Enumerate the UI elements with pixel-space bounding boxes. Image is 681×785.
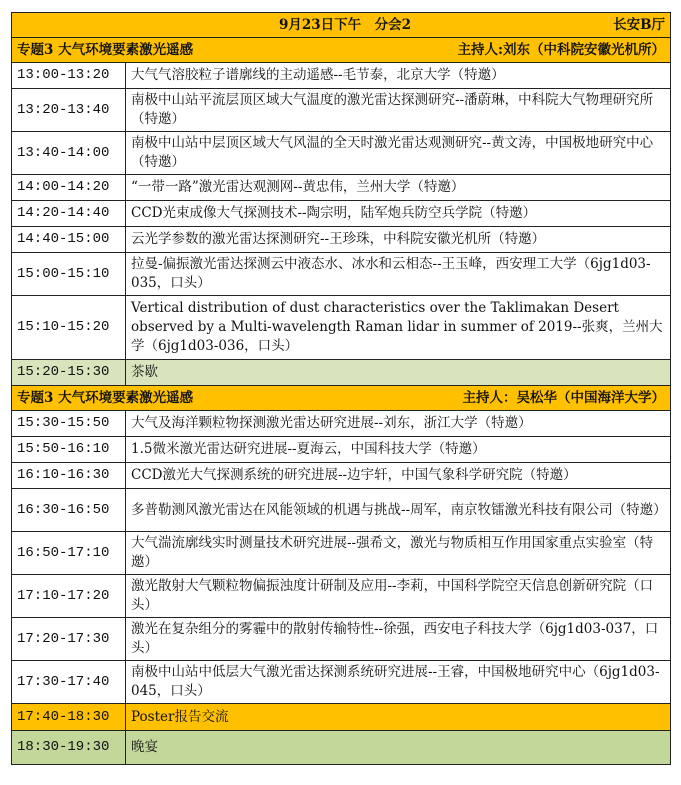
talk-cell: 拉曼-偏振激光雷达探测云中液态水、冰水和云相态--王玉峰，西安理工大学（6jg1d03-035，口头）	[126, 253, 671, 296]
talk-cell: 大气湍流廓线实时测量技术研究进展--强希文，激光与物质相互作用国家重点实验室（特邀）	[126, 532, 671, 575]
table-row	[12, 575, 671, 618]
table-row	[12, 201, 671, 227]
time-cell: 17:40-18:30	[12, 704, 126, 731]
session-title: 9月23日下午 分会2	[279, 16, 412, 33]
talk-cell: CCD激光大气探测系统的研究进展--边宇轩，中国气象科学研究院（特邀）	[126, 463, 671, 489]
table-row	[12, 132, 671, 175]
tea-break-row	[12, 360, 671, 386]
talk-cell: 激光在复杂组分的雾霾中的散射传输特性--徐强，西安电子科技大学（6jg1d03-037，口头）	[126, 618, 671, 661]
time-cell: 14:40-15:00	[12, 227, 126, 253]
schedule-table	[11, 12, 671, 765]
table-row	[12, 411, 671, 437]
topic-title: 专题3 大气环境要素激光遥感	[17, 389, 194, 406]
time-cell: 15:10-15:20	[12, 296, 126, 360]
time-cell: 17:20-17:30	[12, 618, 126, 661]
dinner-row	[12, 731, 671, 765]
time-cell: 16:10-16:30	[12, 463, 126, 489]
topic-title: 专题3 大气环境要素激光遥感	[17, 41, 194, 58]
table-row	[12, 175, 671, 201]
talk-cell: 南极中山站平流层顶区域大气温度的激光雷达探测研究--潘蔚琳，中科院大气物理研究所（特邀）	[126, 89, 671, 132]
break-label: 茶歇	[126, 360, 671, 386]
talk-cell: 南极中山站中层顶区域大气风温的全天时激光雷达观测研究--黄文涛，中国极地研究中心（特邀）	[126, 132, 671, 175]
table-row	[12, 227, 671, 253]
table-row	[12, 618, 671, 661]
time-cell: 13:20-13:40	[12, 89, 126, 132]
table-row	[12, 489, 671, 532]
talk-cell: 1.5微米激光雷达研究进展--夏海云，中国科技大学（特邀）	[126, 437, 671, 463]
talk-cell: 激光散射大气颗粒物偏振浊度计研制及应用--李莉，中国科学院空天信息创新研究院（口头）	[126, 575, 671, 618]
header-row	[12, 13, 671, 38]
table-row	[12, 532, 671, 575]
host-label: 主持人:刘东（中科院安徽光机所）	[457, 41, 665, 58]
poster-label: Poster报告交流	[126, 704, 671, 731]
time-cell: 13:40-14:00	[12, 132, 126, 175]
talk-cell: 大气气溶胶粒子谱廓线的主动遥感--毛节泰，北京大学（特邀）	[126, 63, 671, 89]
table-row	[12, 661, 671, 704]
time-cell: 18:30-19:30	[12, 731, 126, 765]
time-cell: 15:20-15:30	[12, 360, 126, 386]
dinner-label: 晚宴	[126, 731, 671, 765]
talk-cell: CCD光束成像大气探测技术--陶宗明，陆军炮兵防空兵学院（特邀）	[126, 201, 671, 227]
topic-row-1	[12, 38, 671, 63]
talk-cell: “一带一路”激光雷达观测网--黄忠伟，兰州大学（特邀）	[126, 175, 671, 201]
topic-row-2	[12, 386, 671, 411]
time-cell: 17:10-17:20	[12, 575, 126, 618]
talk-cell: 南极中山站中低层大气激光雷达探测系统研究进展--王睿，中国极地研究中心（6jg1d03-045，口头）	[126, 661, 671, 704]
time-cell: 15:30-15:50	[12, 411, 126, 437]
table-row	[12, 437, 671, 463]
table-row	[12, 253, 671, 296]
time-cell: 17:30-17:40	[12, 661, 126, 704]
table-row	[12, 296, 671, 360]
table-row	[12, 89, 671, 132]
host-label: 主持人：吴松华（中国海洋大学）	[462, 389, 665, 406]
time-cell: 14:00-14:20	[12, 175, 126, 201]
talk-cell: 大气及海洋颗粒物探测激光雷达研究进展--刘东，浙江大学（特邀）	[126, 411, 671, 437]
talk-cell: 多普勒测风激光雷达在风能领域的机遇与挑战--周军，南京牧镭激光科技有限公司（特邀）	[126, 489, 671, 532]
time-cell: 16:30-16:50	[12, 489, 126, 532]
time-cell: 13:00-13:20	[12, 63, 126, 89]
time-cell: 16:50-17:10	[12, 532, 126, 575]
talk-cell: Vertical distribution of dust characteristics over the Taklimakan Desert observed by a Multi-wavelength Raman lidar in summer of 2019--张爽，兰州大学（6jg1d03-036，口头）	[126, 296, 671, 360]
time-cell: 15:50-16:10	[12, 437, 126, 463]
time-cell: 14:20-14:40	[12, 201, 126, 227]
table-row	[12, 463, 671, 489]
table-row	[12, 63, 671, 89]
talk-cell: 云光学参数的激光雷达探测研究--王珍珠，中科院安徽光机所（特邀）	[126, 227, 671, 253]
time-cell: 15:00-15:10	[12, 253, 126, 296]
room-label: 长安B厅	[613, 16, 665, 33]
poster-row	[12, 704, 671, 731]
